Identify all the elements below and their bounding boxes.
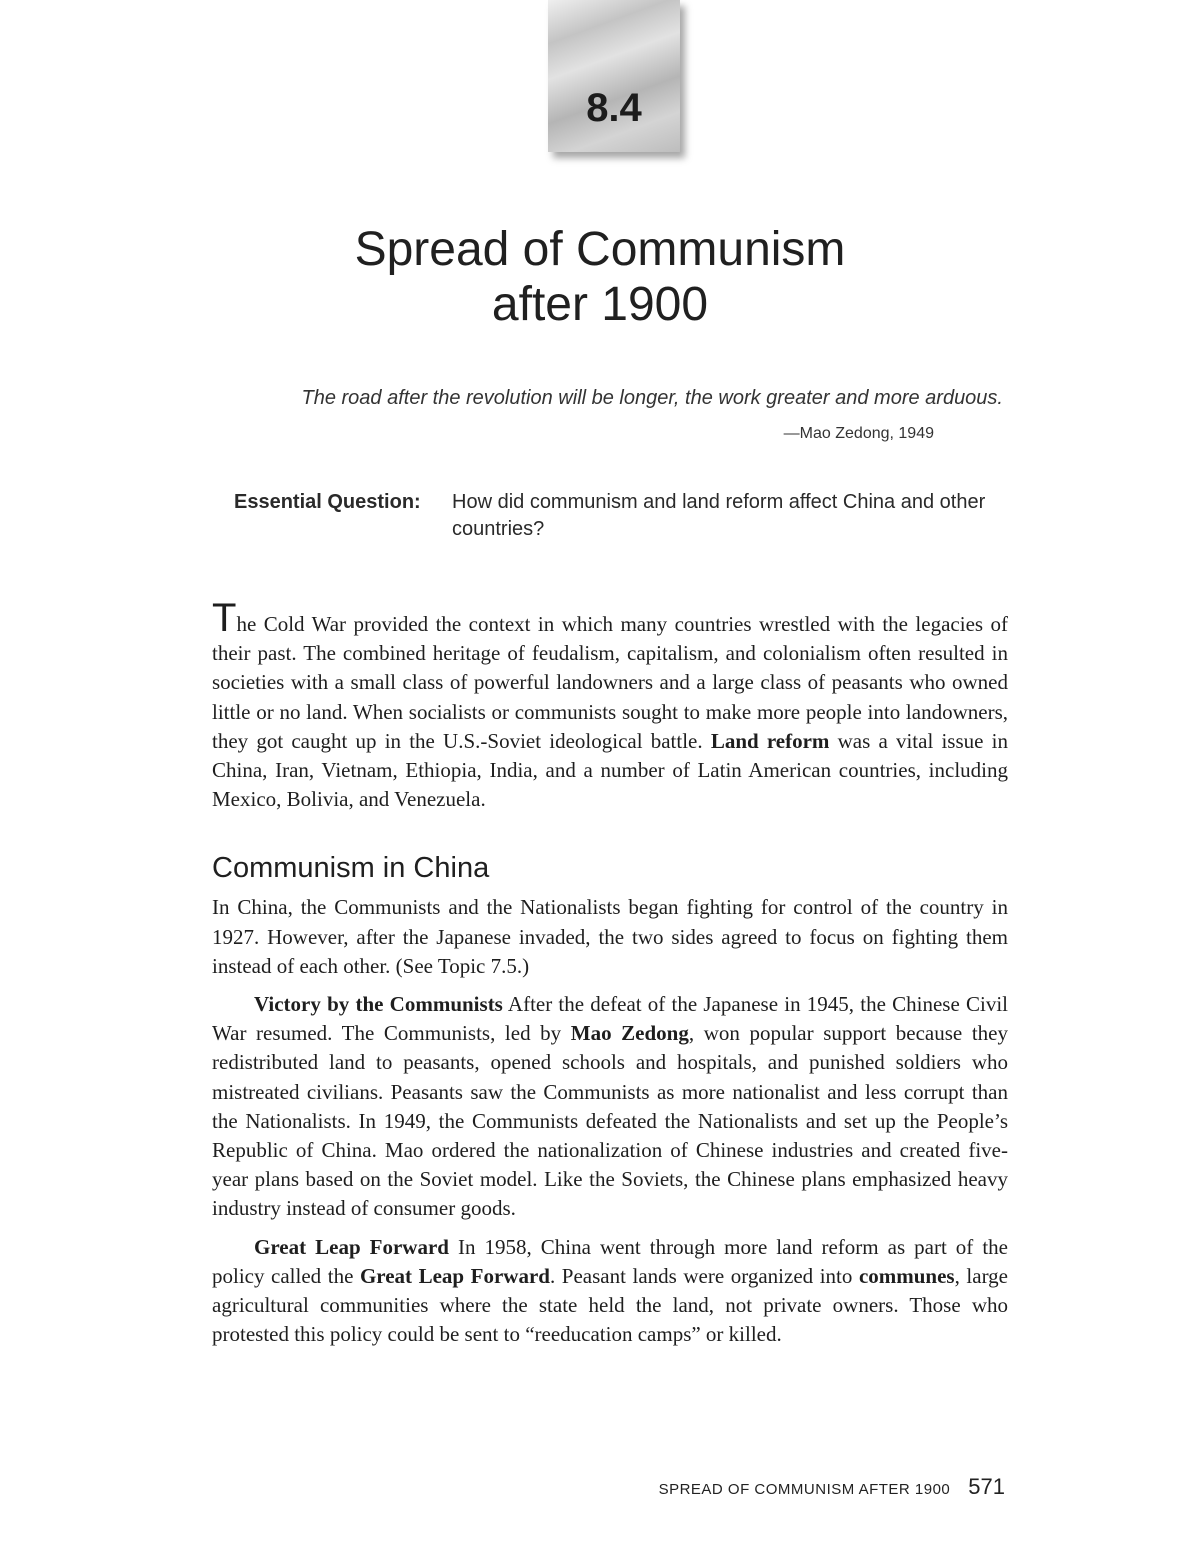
running-title: SPREAD OF COMMUNISM AFTER 1900 <box>658 1481 951 1498</box>
run-in-heading-great-leap: Great Leap Forward <box>254 1234 449 1259</box>
title-line-1: Spread of Communism <box>354 223 846 276</box>
section-number: 8.4 <box>586 86 642 130</box>
essential-question-label: Essential Question: <box>234 491 421 513</box>
drop-cap: T <box>212 596 237 640</box>
intro-text-1: he Cold War provided the context in which many countries wrestled with the legacies of their past. The combined heritage of feudalism, capitalism, and colonialism often resulted in societies with a small class of powerful landowners and a large class of peasants who owned little or no land. When socialists or communists sought to make more people into landowners, they got caught up in the U.S.-Soviet ideological battle. <box>212 612 1008 753</box>
term-land-reform: Land reform <box>710 728 830 753</box>
term-mao-zedong: Mao Zedong <box>570 1021 689 1046</box>
section-number-tab <box>548 0 680 152</box>
page-number: 571 <box>968 1474 1005 1499</box>
page-footer <box>0 1474 1005 1500</box>
intro-paragraph <box>212 596 1008 814</box>
term-communes: communes <box>858 1263 955 1288</box>
body-content <box>212 596 1009 1349</box>
leap-text-3: , large agricultural communities where the state held the land, not private owners. Those who protested this policy could be sent to “reeducation camps” or killed. <box>212 1263 1009 1347</box>
section-heading: Communism in China <box>212 852 490 885</box>
title-line-2: after 1900 <box>491 278 709 331</box>
leap-text-1: In 1958, China went through more land reform as part of the policy called the <box>212 1234 1008 1288</box>
run-in-heading-victory: Victory by the Communists <box>254 992 503 1017</box>
paragraph-victory <box>212 990 1008 1224</box>
epigraph-attribution: —Mao Zedong, 1949 <box>783 425 934 442</box>
paragraph-china: In China, the Communists and the Nationalists began fighting for control of the country in 1927. However, after the Japanese invaded, the two sides agreed to focus on fighting them instead of each other. (See Topic 7.5.) <box>212 895 1008 978</box>
paragraph-great-leap <box>212 1233 1008 1350</box>
essential-question-text: How did communism and land reform affect China and other countries? <box>452 491 986 540</box>
victory-text-1: After the defeat of the Japanese in 1945, the Chinese Civil War resumed. The Communists, led by <box>212 992 1008 1046</box>
leap-text-2: . Peasant lands were organized into <box>549 1263 859 1288</box>
term-great-leap-forward: Great Leap Forward <box>359 1263 550 1288</box>
epigraph-quote: The road after the revolution will be longer, the work greater and more arduous. <box>301 387 1003 409</box>
page-title <box>0 222 1200 332</box>
essential-question <box>234 489 1014 543</box>
intro-text-2: was a vital issue in China, Iran, Vietnam, Ethiopia, India, and a number of Latin American countries, including Mexico, Bolivia, and Venezuela. <box>212 728 1008 812</box>
victory-text-2: , won popular support because they redistributed land to peasants, opened schools and hospitals, and punished soldiers who mistreated civilians. Peasants saw the Communists as more nationalist and less corrupt than the Nationalists. In 1949, the Communists defeated the Nationalists and set up the People’s Republic of China. Mao ordered the nationalization of Chinese industries and created five-year plans based on the Soviet model. Like the Soviets, the Chinese plans emphasized heavy industry instead of consumer goods. <box>212 1021 1008 1221</box>
